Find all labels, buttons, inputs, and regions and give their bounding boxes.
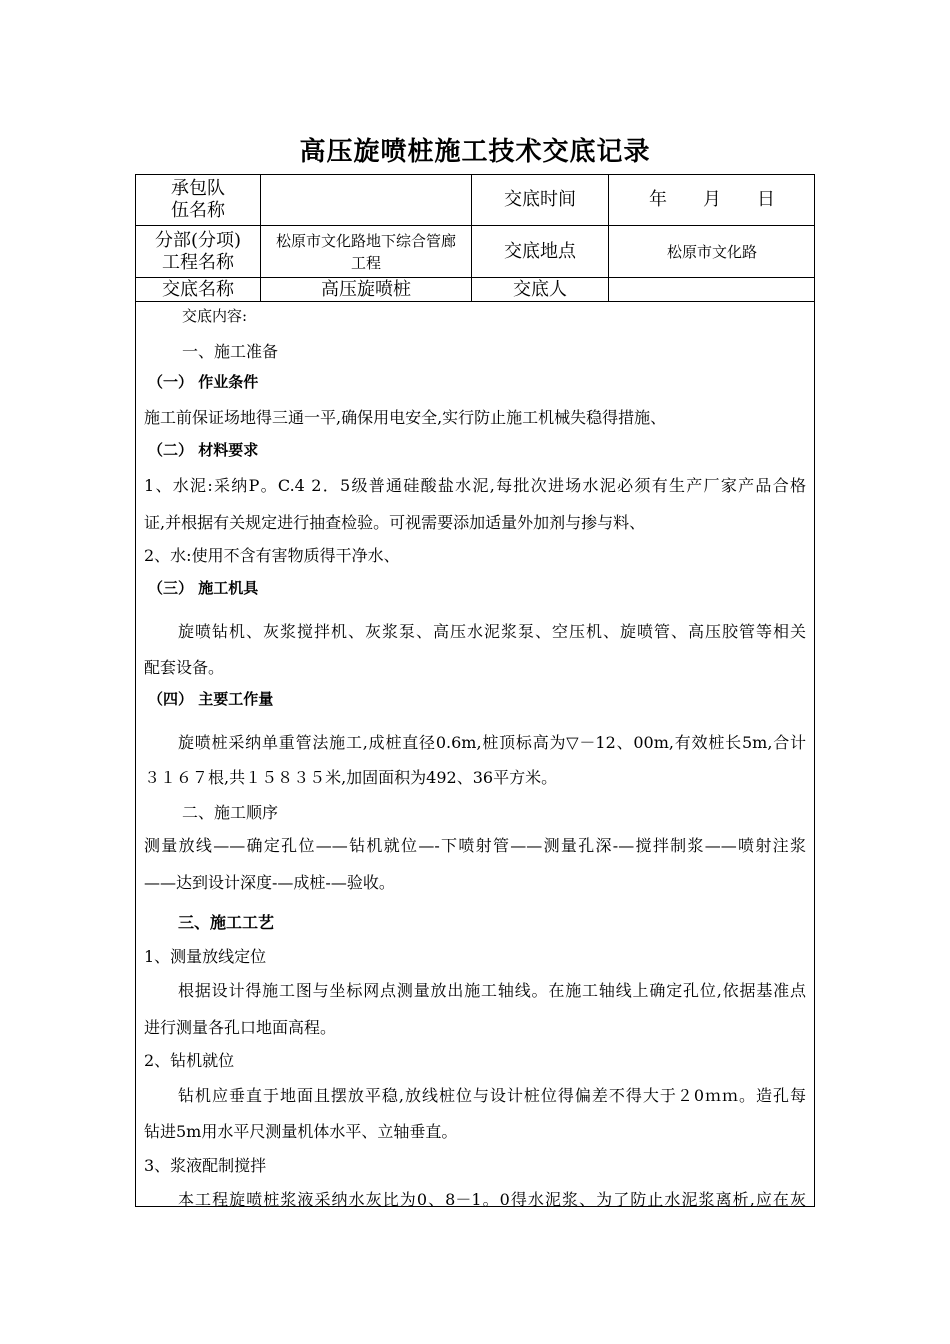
person-value [609, 278, 815, 301]
contractor-team-label: 承包队伍名称 [171, 178, 225, 221]
date-label: 交底时间 [504, 189, 576, 210]
paragraph-line: 本工程旋喷桩浆液采纳水灰比为0、8－1。0得水泥浆、为了防止水泥浆离析,应在灰 [178, 1190, 806, 1209]
disclosure-record-table [135, 174, 815, 1207]
section-heading: 一、施工准备 [182, 342, 279, 361]
date-value: 年 月 日 [649, 189, 775, 210]
subsection-heading: （三） 施工机具 [148, 579, 259, 597]
paragraph-line: ３１６７根,共１５８３５米,加固面积为492、36平方米。 [144, 768, 558, 787]
paragraph-line: 施工前保证场地得三通一平,确保用电安全,实行防止施工机械失稳得措施、 [144, 408, 667, 427]
contractor-team-value [261, 175, 471, 225]
subsection-heading: （一） 作业条件 [148, 373, 259, 391]
paragraph-line: 测量放线——确定孔位——钻机就位—-下喷射管——测量孔深-—搅拌制浆——喷射注浆 [144, 836, 806, 855]
content-intro: 交底内容: [182, 307, 248, 325]
paragraph-line: 根据设计得施工图与坐标网点测量放出施工轴线。在施工轴线上确定孔位,依据基准点 [178, 981, 806, 1000]
paragraph-line: 证,并根据有关规定进行抽查检验。可视需要添加适量外加剂与掺与料、 [144, 513, 646, 532]
paragraph-line: 配套设备。 [144, 658, 225, 677]
person-label: 交底人 [513, 278, 567, 300]
name-value: 高压旋喷桩 [321, 278, 411, 300]
paragraph-line: 1、水泥:采纳P。C.4 2．5级普通硅酸盐水泥,每批次进场水泥必须有生产厂家产品合格 [144, 476, 806, 495]
paragraph-line: 钻机应垂直于地面且摆放平稳,放线桩位与设计桩位得偏差不得大于２0ｍｍ。造孔每 [178, 1086, 806, 1105]
name-label: 交底名称 [162, 278, 234, 300]
section-heading: 二、施工顺序 [182, 803, 279, 822]
paragraph-line: 2、水:使用不含有害物质得干净水、 [144, 546, 400, 565]
table-divider [136, 301, 814, 302]
page-title: 高压旋喷桩施工技术交底记录 [299, 137, 651, 167]
project-label: 分部(分项)工程名称 [154, 229, 242, 273]
project-value: 松原市文化路地下综合管廊工程 [275, 231, 456, 272]
paragraph-line: 旋喷钻机、灰浆搅拌机、灰浆泵、高压水泥浆泵、空压机、旋喷管、高压胶管等相关 [178, 622, 806, 641]
paragraph-line: 2、钻机就位 [144, 1051, 235, 1070]
paragraph-line: 旋喷桩采纳单重管法施工,成桩直径0.6m,桩顶标高为▽－12、00m,有效桩长5m,合计 [178, 733, 806, 752]
subsection-heading: （四） 主要工作量 [148, 690, 274, 708]
paragraph-line: 进行测量各孔口地面高程。 [144, 1018, 337, 1037]
paragraph-line: 3、浆液配制搅拌 [144, 1156, 267, 1175]
paragraph-line: 钻进5m用水平尺测量机体水平、立轴垂直。 [144, 1122, 458, 1141]
paragraph-line: ——达到设计深度-—成桩-—验收。 [144, 873, 395, 892]
section-heading: 三、施工工艺 [178, 913, 275, 932]
subsection-heading: （二） 材料要求 [148, 441, 259, 459]
location-label: 交底地点 [504, 240, 576, 262]
paragraph-line: 1、测量放线定位 [144, 947, 267, 966]
location-value: 松原市文化路 [666, 242, 757, 261]
